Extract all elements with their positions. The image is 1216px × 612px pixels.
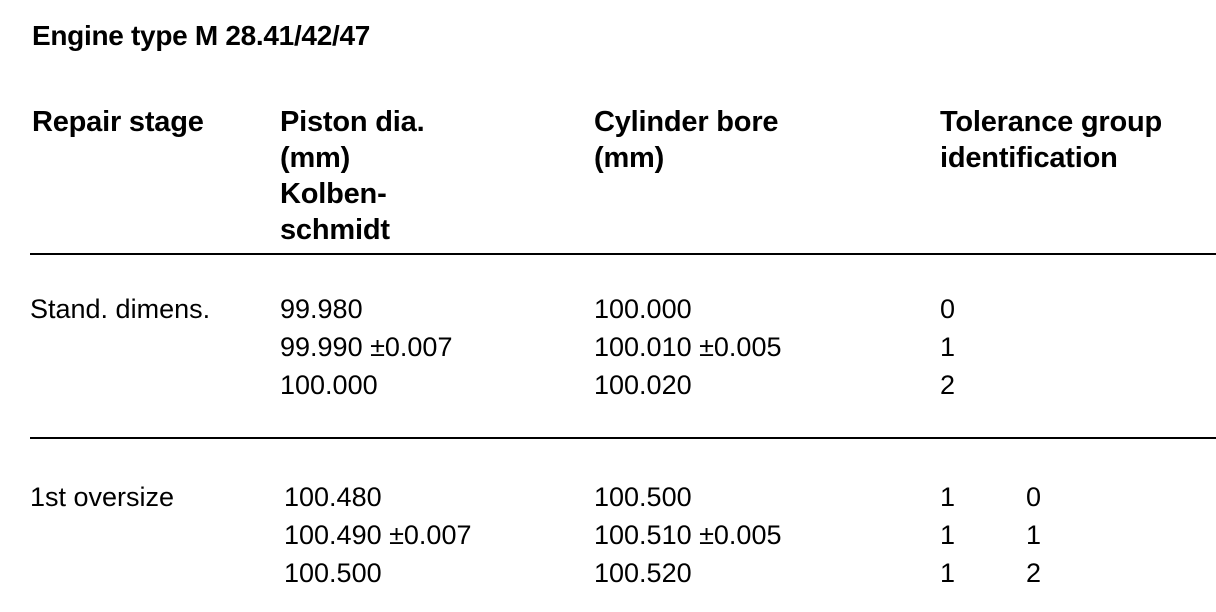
- document-title: Engine type M 28.41/42/47: [32, 20, 370, 51]
- tolerance-group-cell: 1: [940, 332, 956, 362]
- header-tolerance-group: [940, 104, 1162, 176]
- tolerance-group-cell: 0: [940, 294, 956, 324]
- cylinder-bore-cell: 100.020: [594, 370, 692, 400]
- header-piston-dia-line: Piston dia.: [280, 106, 425, 138]
- tolerance-group-cell: 2: [940, 370, 956, 400]
- tolerance-group-cell: 1: [940, 520, 956, 550]
- cylinder-bore-cell: 100.000: [594, 294, 692, 324]
- section-divider: [30, 437, 1216, 439]
- header-piston-dia-line: schmidt: [280, 214, 390, 246]
- tolerance-group-cell: 1: [940, 482, 956, 512]
- repair-stage-cell: Stand. dimens.: [30, 294, 211, 324]
- header-cylinder-bore-line: (mm): [594, 142, 665, 174]
- header-repair-stage: [32, 104, 204, 140]
- tolerance-group-cell: 0: [1026, 482, 1042, 512]
- piston-dia-cell: 100.000: [280, 370, 378, 400]
- piston-dia-cell: 100.500: [284, 558, 382, 588]
- header-cylinder-bore-line: Cylinder bore: [594, 106, 779, 138]
- header-tolerance-group-line: identification: [940, 142, 1118, 174]
- cylinder-bore-cell: 100.500: [594, 482, 692, 512]
- cylinder-bore-cell: 100.010 ±0.005: [594, 332, 782, 362]
- header-repair-stage-label: Repair stage: [32, 106, 204, 138]
- header-piston-dia-line: Kolben-: [280, 178, 387, 210]
- tolerance-group-cell: 1: [940, 558, 956, 588]
- cylinder-bore-cell: 100.510 ±0.005: [594, 520, 782, 550]
- header-tolerance-group-line: Tolerance group: [940, 106, 1163, 138]
- cylinder-bore-cell: 100.520: [594, 558, 692, 588]
- piston-dia-cell: 99.980: [280, 294, 363, 324]
- piston-dia-cell: 99.990 ±0.007: [280, 332, 453, 362]
- tolerance-group-cell: 2: [1026, 558, 1042, 588]
- header-piston-dia-line: (mm): [280, 142, 351, 174]
- header-divider: [30, 253, 1216, 255]
- header-piston-dia: [280, 104, 424, 248]
- header-cylinder-bore: [594, 104, 778, 176]
- piston-dia-cell: 100.490 ±0.007: [284, 520, 472, 550]
- repair-stage-cell: 1st oversize: [30, 482, 175, 512]
- piston-dia-cell: 100.480: [284, 482, 382, 512]
- tolerance-group-cell: 1: [1026, 520, 1042, 550]
